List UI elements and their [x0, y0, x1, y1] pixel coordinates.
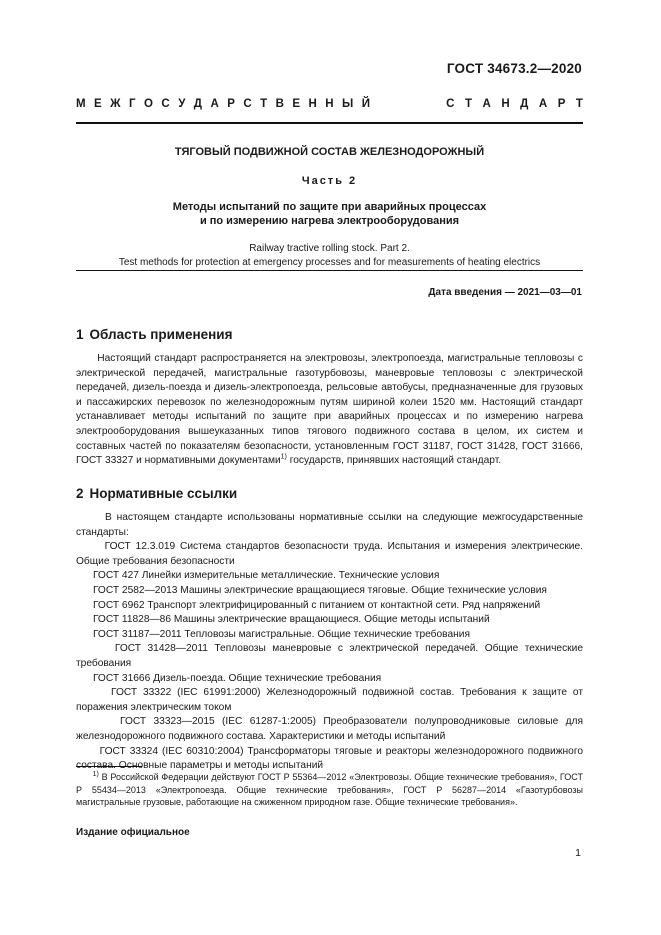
section-1-heading: [76, 327, 238, 342]
standard-type-label: [76, 98, 583, 110]
footnote-text: В Российской Федерации действуют ГОСТ Р 55364—2012 «Электровозы. Общие технические требования», ГОСТ Р 55434—2013 «Электропоезда. Общие технические требования», ГОСТ Р 56287—2014 «Газотурбовозы магистральные грузовые, работающие на сжиженном природном газе. Общие технические требования».: [76, 772, 583, 807]
footnote-reference: 1): [280, 453, 287, 461]
footnote-rule: [76, 766, 142, 767]
header-rule: [76, 122, 583, 124]
reference-item: ГОСТ 6962 Транспорт электрифицированный с питанием от контактной сети. Ряд напряжений: [92, 599, 541, 611]
document-number: ГОСТ 34673.2—2020: [446, 61, 582, 76]
subtitle-line-2: и по измерению нагрева электрооборудования: [199, 215, 460, 227]
section-2-body: [76, 511, 583, 774]
reference-item: ГОСТ 31428—2011 Тепловозы маневровые с электрической передачей. Общие технические требования: [76, 643, 583, 669]
official-edition-label: Издание официальное: [76, 827, 190, 838]
section-1-title: Область применения: [89, 327, 233, 342]
reference-item: ГОСТ 12.3.019 Система стандартов безопасности труда. Испытания и измерения электрические. Общие требования безопасности: [76, 541, 583, 567]
subtitle: [76, 200, 583, 228]
reference-item: ГОСТ 31187—2011 Тепловозы магистральные. Общие технические требования: [92, 628, 470, 640]
part-label: Часть 2: [301, 175, 358, 187]
section-2-intro: [76, 511, 583, 540]
english-title-line-2: Test methods for protection at emergency processes and for measurements of heating electrics: [118, 257, 541, 268]
introduction-date: Дата введения — 2021—03—01: [428, 287, 582, 298]
section-1-text-end: государств, принявших настоящий стандарт.: [286, 455, 502, 467]
section-1-number: 1: [76, 327, 84, 342]
footnote: [76, 771, 583, 809]
section-2-intro-text: В настоящем стандарте использованы нормативные ссылки на следующие межгосударственные стандарты:: [76, 512, 583, 538]
standard-type-word: М Е Ж Г О С У Д А Р С Т В Е Н Н Ы Й: [76, 98, 370, 110]
section-2-title: Нормативные ссылки: [89, 486, 238, 501]
reference-item: ГОСТ 33324 (IEC 60310:2004) Трансформаторы тяговые и реакторы железнодорожного подвижного состава. Основные параметры и методы испытаний: [76, 745, 584, 772]
standard-type-word: С Т А Н Д А Р Т: [446, 98, 583, 110]
reference-item: ГОСТ 11828—86 Машины электрические вращающиеся. Общие методы испытаний: [92, 614, 490, 626]
reference-item: ГОСТ 31666 Дизель-поезда. Общие технические требования: [92, 672, 382, 684]
footnote-mark: 1): [92, 771, 99, 778]
title-block: [76, 146, 583, 270]
reference-item: ГОСТ 2582—2013 Машины электрические вращающиеся тяговые. Общие технические условия: [92, 584, 547, 596]
section-2-number: 2: [76, 486, 84, 501]
section-1-text: Настоящий стандарт распространяется на электровозы, электропоезда, магистральные тепловозы с электрической передачей, магистральные газотурбовозы, маневровые тепловозы с электрической передачей, дизель-поезда и дизель-электропоезда, рельсовые автобусы, предназначенные для грузовых и пассажирских перевозок по железнодорожным путям шириной колеи 1520 мм. Настоящий стандарт устанавливает методы испытаний по защите при аварийных процессах и по измерению нагрева электрооборудования вышеуказанных типов тягового подвижного состава в целом, их систем и составных частей по показателям безопасности, установленным ГОСТ 31187, ГОСТ 31428, ГОСТ 31666, ГОСТ 33327 и нормативными документами: [76, 353, 584, 467]
section-1-paragraph: [76, 352, 583, 469]
english-title-line-1: Railway tractive rolling stock. Part 2.: [249, 243, 410, 254]
section-2-heading: [76, 486, 243, 501]
main-title: ТЯГОВЫЙ ПОДВИЖНОЙ СОСТАВ ЖЕЛЕЗНОДОРОЖНЫЙ: [174, 146, 485, 158]
page-number: 1: [575, 847, 581, 859]
title-rule: [76, 270, 583, 271]
reference-list: [76, 540, 583, 774]
english-title: [76, 242, 583, 270]
reference-item: ГОСТ 33322 (IEC 61991:2000) Железнодорожный подвижной состав. Требования к защите от поражения электрическим током: [76, 687, 583, 713]
reference-item: ГОСТ 33323—2015 (IEC 61287-1:2005) Преобразователи полупроводниковые силовые для железнодорожного подвижного состава. Характеристики и методы испытаний: [76, 716, 583, 742]
subtitle-line-1: Методы испытаний по защите при аварийных процессах: [172, 201, 487, 213]
reference-item: ГОСТ 427 Линейки измерительные металлические. Технические условия: [92, 570, 440, 582]
section-1-body: [76, 352, 583, 469]
